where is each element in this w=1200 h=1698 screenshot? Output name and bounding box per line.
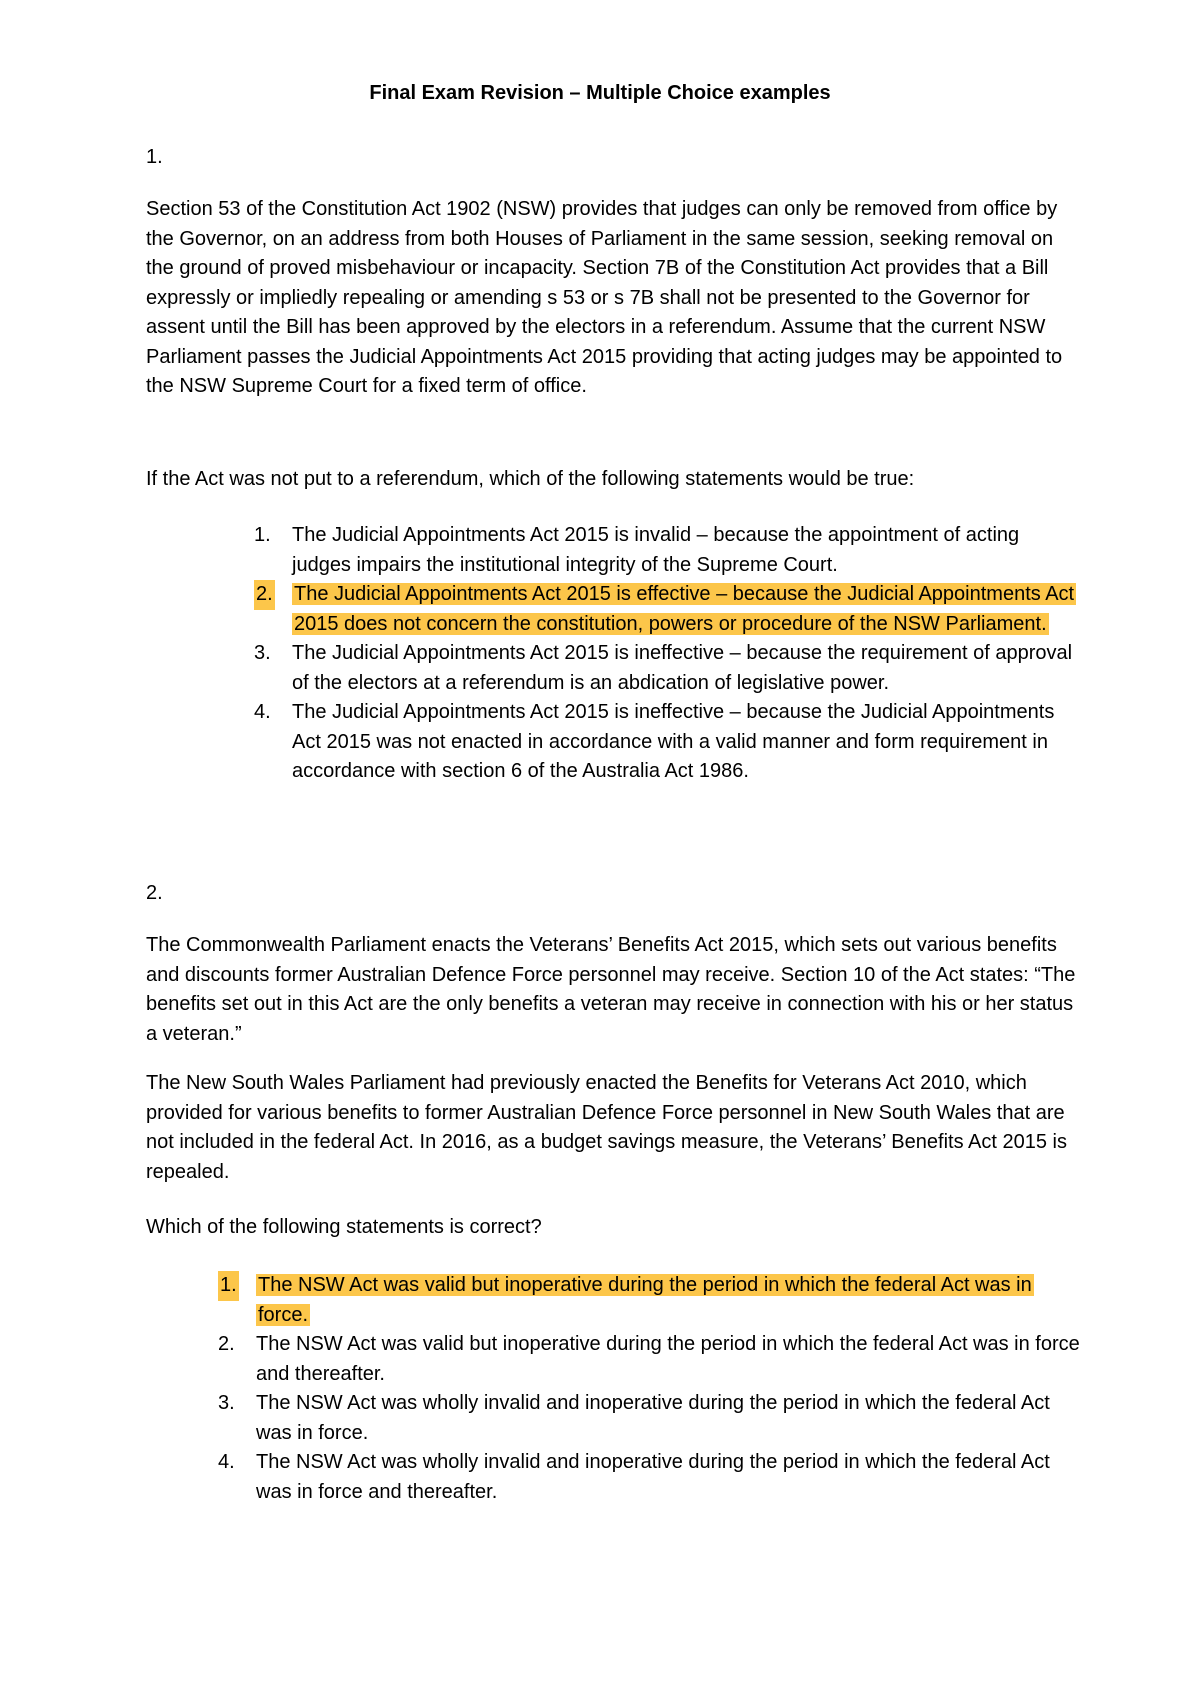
question-1-number: 1. [146,146,163,168]
question-2-prompt: Which of the following statements is correct? [146,1216,542,1238]
option-number: 3. [218,1392,235,1414]
question-1-passage: Section 53 of the Constitution Act 1902 (NSW) provides that judges can only be removed from office by the Governor, on an address from both Houses of Parliament in the same session, seeking removal on the ground of proved misbehaviour or incapacity. Section 7B of the Constitution Act provides that a Bill expressly or impliedly repealing or amending s 53 or s 7B shall not be presented to the Governor for assent until the Bill has been approved by the electors in a referendum. Assume that the current NSW Parliament passes the Judicial Appointments Act 2015 providing that acting judges may be appointed to the NSW Supreme Court for a fixed term of office. [146,198,1063,397]
question-2-option-3 [0,1389,1200,1448]
option-text-highlighted: The Judicial Appointments Act 2015 is effective – because the Judicial Appointments Act 2015 does not concern the constitution, powers or procedure of the NSW Parliament. [294,583,1075,635]
option-number: 1. [218,1271,239,1301]
option-number: 2. [254,580,275,610]
question-2-passage-1: The Commonwealth Parliament enacts the Veterans’ Benefits Act 2015, which sets out various benefits and discounts former Australian Defence Force personnel may receive. Section 10 of the Act states: “The benefits set out in this Act are the only benefits a veteran may receive in connection with his or her status a veteran.” [146,934,1076,1045]
question-2-option-4 [0,1448,1200,1507]
option-text: The Judicial Appointments Act 2015 is invalid – because the appointment of acting judges impairs the institutional integrity of the Supreme Court. [292,524,1020,576]
question-1-option-3 [0,639,1200,698]
option-number: 1. [254,524,271,546]
question-2-option-2 [0,1330,1200,1389]
question-1-options [0,521,1200,787]
option-number: 3. [254,642,271,664]
question-1-option-2 [0,580,1200,639]
option-number: 4. [254,701,271,723]
option-text: The NSW Act was valid but inoperative during the period in which the federal Act was in force and thereafter. [256,1333,1080,1385]
question-2-number: 2. [146,882,163,904]
question-2-passage-2: The New South Wales Parliament had previously enacted the Benefits for Veterans Act 2010, which provided for various benefits to former Australian Defence Force personnel in New South Wales that are not included in the federal Act. In 2016, as a budget savings measure, the Veterans’ Benefits Act 2015 is repealed. [146,1072,1067,1183]
question-1-option-1 [0,521,1200,580]
option-text: The NSW Act was wholly invalid and inoperative during the period in which the federal Act was in force. [256,1392,1050,1444]
option-text: The Judicial Appointments Act 2015 is ineffective – because the requirement of approval of the electors at a referendum is an abdication of legislative power. [292,642,1073,694]
option-number: 4. [218,1451,235,1473]
option-number: 2. [218,1333,235,1355]
question-1-prompt: If the Act was not put to a referendum, which of the following statements would be true: [146,468,915,490]
option-text-highlighted: The NSW Act was valid but inoperative during the period in which the federal Act was in force. [258,1274,1032,1326]
option-text: The Judicial Appointments Act 2015 is ineffective – because the Judicial Appointments Act 2015 was not enacted in accordance with a valid manner and form requirement in accordance with section 6 of the Australia Act 1986. [292,701,1055,782]
question-2-options [0,1271,1200,1507]
question-1-option-4 [0,698,1200,787]
question-2-option-1 [0,1271,1200,1330]
page-title: Final Exam Revision – Multiple Choice examples [369,82,831,104]
option-text: The NSW Act was wholly invalid and inoperative during the period in which the federal Act was in force and thereafter. [256,1451,1050,1503]
